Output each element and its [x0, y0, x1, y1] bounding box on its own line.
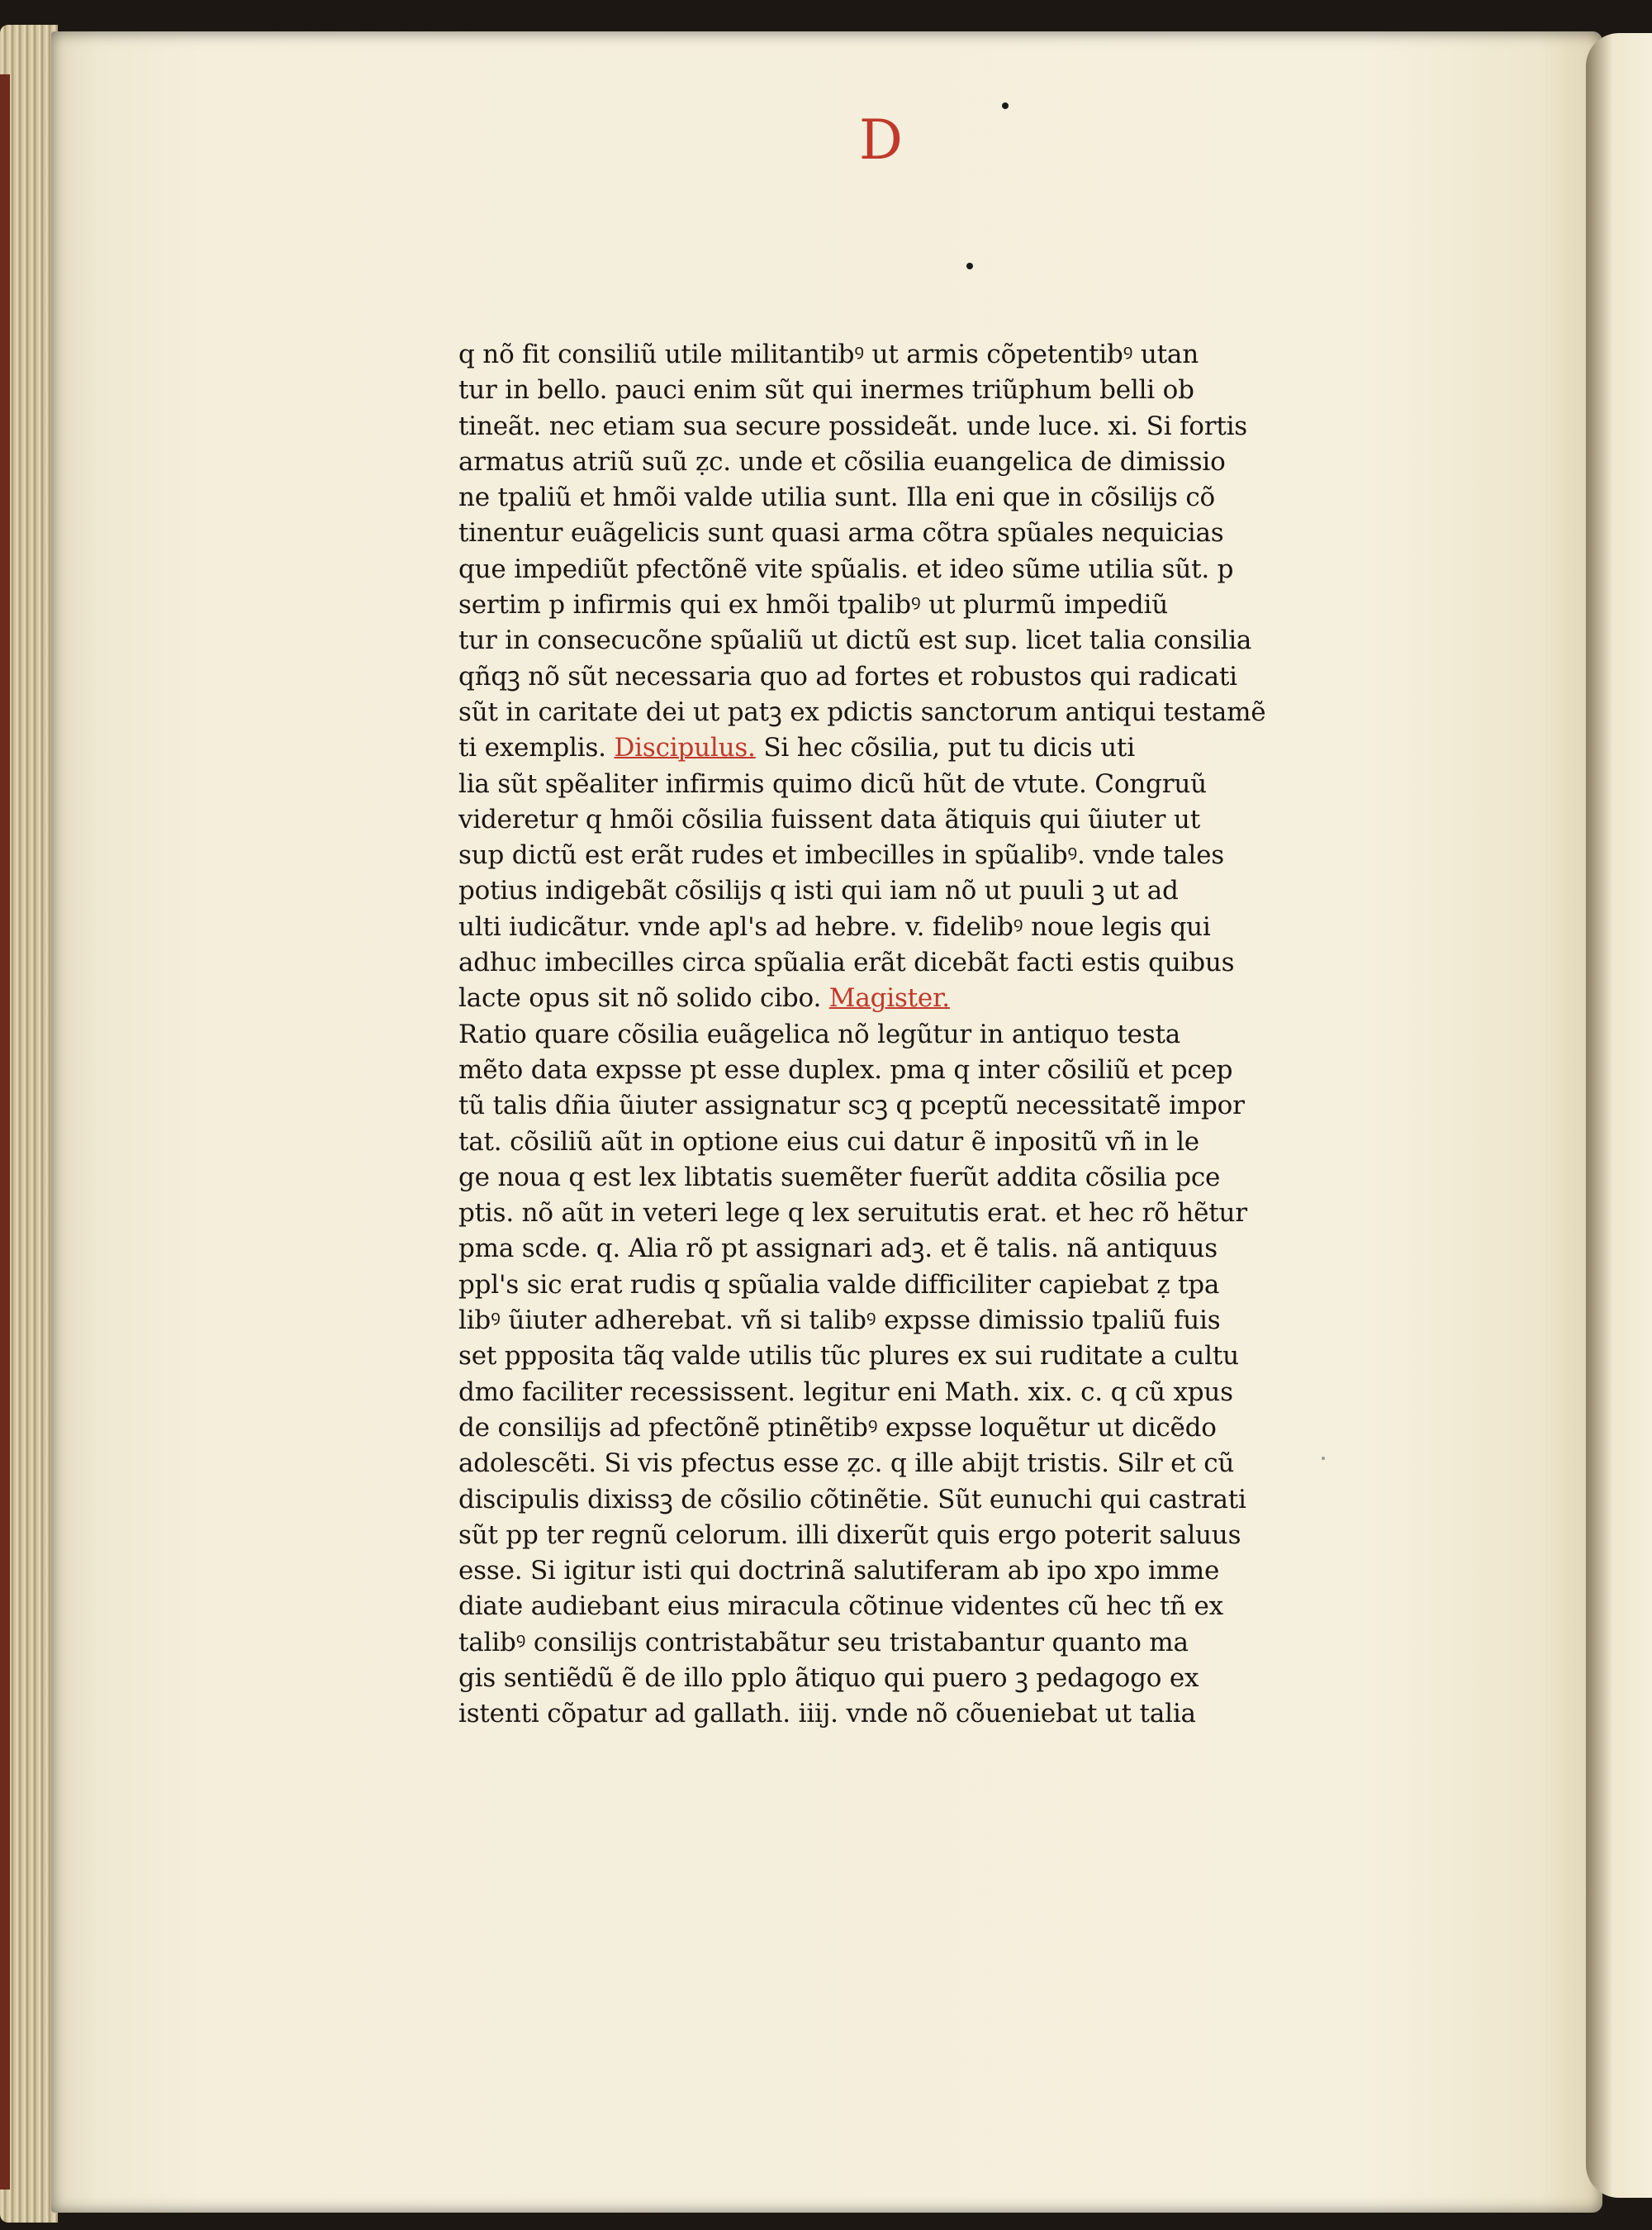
text-line: adolescẽti. Si vis pfectus esse ẓc. q ille abijt tristis. Silr et cũ: [458, 1448, 1235, 1479]
text-line: qñqꝫ nõ sũt necessaria quo ad fortes et robustos qui radicati: [458, 661, 1237, 692]
text-column: [458, 337, 1322, 1733]
text-line: tat. cõsiliũ aũt in optione eius cui datur ẽ inpositũ vñ in le: [458, 1126, 1199, 1157]
text-line: ge noua q est lex libtatis suemẽter fuerũt addita cõsilia pce: [458, 1162, 1221, 1192]
text-line: ti exemplis. Discipulus. Si hec cõsilia, put tu dicis uti: [458, 733, 1135, 763]
text-line: lacte opus sit nõ solido cibo. Magister.: [458, 983, 950, 1014]
text-line: ppl's sic erat rudis q spũalia valde difficiliter capiebat ẓ tpa: [458, 1269, 1220, 1300]
text-line: que impediũt pfectõnẽ vite spũalis. et ideo sũme utilia sũt. p: [458, 554, 1234, 584]
text-line: dmo faciliter recessissent. legitur eni Math. xix. c. q cũ xpus: [458, 1377, 1233, 1407]
facing-page-edge: [1586, 33, 1652, 2198]
text-line: adhuc imbecilles circa spũalia erãt dicebãt facti estis quibus: [458, 948, 1235, 978]
book-cover-spine: [0, 74, 10, 2190]
text-line: ptis. nõ aũt in veteri lege q lex seruitutis erat. et hec rõ hẽtur: [458, 1198, 1247, 1229]
page-headmark: D: [859, 108, 903, 172]
text-line: Ratio quare cõsilia euãgelica nõ legũtur in antiquo testa: [458, 1019, 1181, 1049]
text-line: sup dictũ est erãt rudes et imbecilles in spũalibꝰ. vnde tales: [458, 840, 1224, 871]
text-line: sertim p infirmis qui ex hmõi tpalibꝰ ut plurmũ impediũ: [458, 590, 1169, 621]
text-line: sũt in caritate dei ut patꝫ ex pdictis sanctorum antiqui testamẽ: [458, 697, 1266, 727]
book-edge-left: [0, 25, 58, 2223]
text-line: gis sentiẽdũ ẽ de illo pplo ãtiquo qui puero ꝫ pedagogo ex: [458, 1662, 1199, 1693]
text-line: tinentur euãgelicis sunt quasi arma cõtra spũales nequicias: [458, 518, 1224, 549]
ink-dot: [1322, 1457, 1325, 1460]
text-line: tur in consecucõne spũaliũ ut dictũ est sup. licet talia consilia: [458, 625, 1252, 656]
text-line: set ppposita tãq valde utilis tũc plures ex sui ruditate a cultu: [458, 1341, 1239, 1372]
text-line: armatus atriũ suũ ẓc. unde et cõsilia euangelica de dimissio: [458, 446, 1226, 477]
text-line: esse. Si igitur isti qui doctrinã salutiferam ab ipo xpo imme: [458, 1556, 1220, 1586]
text-line: talibꝰ consilijs contristabãtur seu tristabantur quanto ma: [458, 1627, 1189, 1657]
ink-dot: [1002, 102, 1009, 109]
text-line: tineãt. nec etiam sua secure possideãt. unde luce. xi. Si fortis: [458, 411, 1248, 441]
text-line: discipulis dixissꝫ de cõsilio cõtinẽtie. Sũt eunuchi qui castrati: [458, 1484, 1246, 1514]
ink-dot: [966, 263, 973, 269]
text-line: videretur q hmõi cõsilia fuissent data ãtiquis qui ũiuter ut: [458, 804, 1200, 834]
text-line: ulti iudicãtur. vnde apl's ad hebre. v. fidelibꝰ noue legis qui: [458, 911, 1211, 942]
text-line: diate audiebant eius miracula cõtinue videntes cũ hec tñ ex: [458, 1591, 1223, 1622]
text-line: mẽto data expsse pt esse duplex. pma q inter cõsiliũ et pcep: [458, 1054, 1233, 1085]
text-line: q nõ fit consiliũ utile militantibꝰ ut armis cõpetentibꝰ utan: [458, 340, 1199, 369]
text-line: sũt pp ter regnũ celorum. illi dixerũt quis ergo poterit saluus: [458, 1519, 1241, 1550]
text-line: libꝰ ũiuter adherebat. vñ si talibꝰ expsse dimissio tpaliũ fuis: [458, 1305, 1221, 1336]
text-line: tur in bello. pauci enim sũt qui inermes triũphum belli ob: [458, 375, 1194, 406]
rubric-heading: Discipulus.: [614, 733, 756, 763]
text-line: de consilijs ad pfectõnẽ ptinẽtibꝰ expsse loquẽtur ut dicẽdo: [458, 1412, 1217, 1443]
text-line: istenti cõpatur ad gallath. iiij. vnde nõ cõueniebat ut talia: [458, 1699, 1196, 1729]
text-line: tũ talis dñia ũiuter assignatur scꝫ q pceptũ necessitatẽ impor: [458, 1091, 1245, 1121]
rubric-heading: Magister.: [828, 983, 950, 1014]
text-line: lia sũt spẽaliter infirmis quimo dicũ hũt de vtute. Congruũ: [458, 768, 1207, 799]
text-line: potius indigebãt cõsilijs q isti qui iam nõ ut puuli ꝫ ut ad: [458, 876, 1179, 906]
text-line: pma scde. q. Alia rõ pt assignari adꝫ. et ẽ talis. nã antiquus: [458, 1234, 1218, 1264]
text-line: ne tpaliũ et hmõi valde utilia sunt. Illa eni que in cõsilijs cõ: [458, 483, 1216, 513]
